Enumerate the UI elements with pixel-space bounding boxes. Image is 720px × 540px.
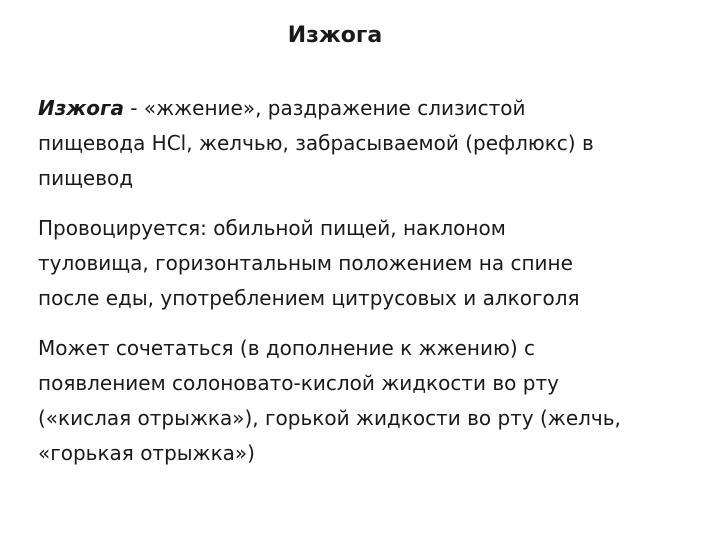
provocation-line-1: Провоцируется: обильной пищей, наклоном — [38, 216, 506, 240]
slide-title: Изжога — [287, 23, 383, 48]
slide-body — [38, 91, 698, 486]
combination-line-4: «горькая отрыжка») — [38, 441, 255, 465]
combination-line-2: появлением солоновато-кислой жидкости во рту — [38, 371, 559, 395]
definition-line-1 — [38, 91, 698, 126]
provocation-line-2: туловища, горизонтальным положением на спине — [38, 251, 573, 275]
combination-line-1: Может сочетаться (в дополнение к жжению) с — [38, 336, 535, 360]
definition-line-1-text: - «жжение», раздражение слизистой — [123, 96, 526, 120]
definition-line-3: пищевод — [38, 166, 134, 190]
definition-paragraph — [38, 91, 698, 196]
combination-line-3: («кислая отрыжка»), горькой жидкости во рту (желчь, — [38, 406, 621, 430]
provocation-line-3: после еды, употреблением цитрусовых и алкоголя — [38, 286, 580, 310]
combination-paragraph — [38, 331, 698, 471]
definition-term: Изжога — [38, 96, 124, 120]
definition-line-2: пищевода HCl, желчью, забрасываемой (рефлюкс) в — [38, 131, 594, 155]
provocation-paragraph — [38, 211, 698, 316]
